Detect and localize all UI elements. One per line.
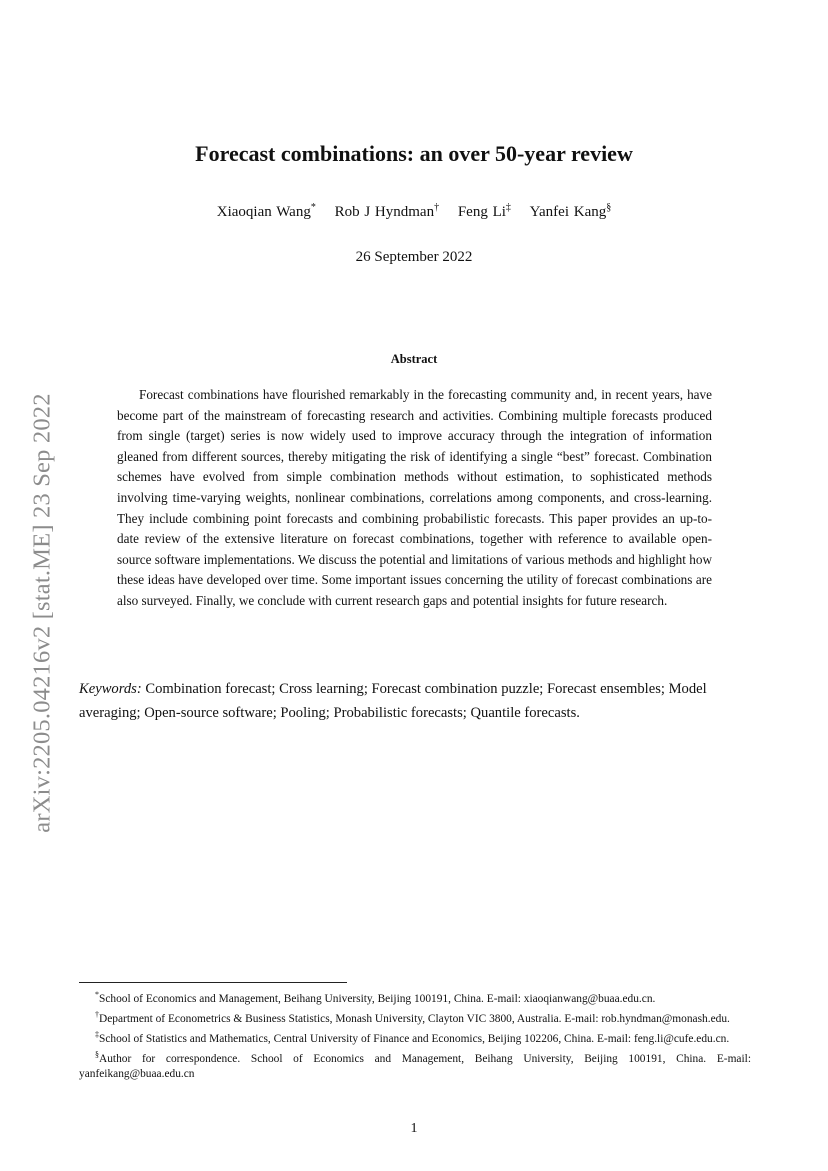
footnote [79, 1007, 751, 1027]
publication-date: 26 September 2022 [355, 249, 473, 265]
footnotes [79, 987, 751, 1083]
author-footnote-mark: † [434, 202, 440, 213]
footnote-text: School of Statistics and Mathematics, Central University of Finance and Economics, Beijing 102206, China. E-mail: feng.li@cufe.edu.cn. [99, 1032, 730, 1045]
footnote-text: Department of Econometrics & Business Statistics, Monash University, Clayton VIC 3800, Australia. E-mail: rob.hyndman@monash.edu. [99, 1012, 730, 1025]
footnote-text: Author for correspondence. School of Economics and Management, Beihang University, Beijing 100191, China. E-mail: yanfeikang@buaa.edu.cn [79, 1053, 751, 1081]
author [335, 204, 440, 220]
keywords-text: Combination forecast; Cross learning; Forecast combination puzzle; Forecast ensembles; Model averaging; Open-source software; Pooling; Probabilistic forecasts; Quantile forecasts. [79, 681, 707, 721]
footnote-mark: ‡ [95, 1030, 99, 1040]
author-name: Xiaoqian Wang [216, 204, 311, 220]
footnote-mark: § [95, 1050, 99, 1060]
arxiv-identifier-text: arXiv:2205.04216v2 [stat.ME] 23 Sep 2022 [29, 392, 56, 833]
footnote-text: School of Economics and Management, Beihang University, Beijing 100191, China. E-mail: xiaoqianwang@buaa.edu.cn. [99, 992, 656, 1005]
footnote-divider [79, 982, 347, 983]
arxiv-identifier-stamp [18, 360, 68, 865]
keywords-label: Keywords: [79, 681, 142, 697]
paper-title: Forecast combinations: an over 50-year review [195, 141, 633, 166]
keywords [79, 677, 755, 725]
author-list [0, 202, 828, 221]
author-footnote-mark: § [606, 202, 612, 213]
author [458, 204, 511, 220]
footnote-mark: * [95, 990, 99, 999]
abstract-text: Forecast combinations have flourished remarkably in the forecasting community and, in recent years, have become part of the mainstream of forecasting research and activities. Combining multiple forecasts produced from single (target) series is now widely used to improve accuracy through the integration of information gleaned from different sources, thereby mitigating the risk of identifying a single “best” forecast. Combination schemes have evolved from simple combination methods without estimation, to sophisticated methods involving time-varying weights, nonlinear combinations, correlations among components, and cross-learning. They include combining point forecasts and combining probabilistic forecasts. This paper provides an up-to-date review of the extensive literature on forecast combinations, together with reference to available open-source software implementations. We discuss the potential and limitations of various methods and highlight how these ideas have developed over time. Some important issues concerning the utility of forecast combinations are also surveyed. Finally, we conclude with current research gaps and potential insights for future research. [117, 387, 712, 608]
author-footnote-mark: * [310, 202, 316, 213]
page-number: 1 [410, 1121, 418, 1136]
author [530, 204, 612, 220]
footnote [79, 1047, 751, 1082]
footnote [79, 1027, 751, 1047]
author [217, 204, 316, 220]
footnote [79, 987, 751, 1007]
author-name: Yanfei Kang [529, 204, 607, 220]
author-name: Feng Li [457, 204, 506, 220]
footnote-mark: † [95, 1010, 99, 1020]
abstract-heading: Abstract [390, 352, 438, 366]
author-name: Rob J Hyndman [334, 204, 435, 220]
author-footnote-mark: ‡ [505, 202, 511, 213]
